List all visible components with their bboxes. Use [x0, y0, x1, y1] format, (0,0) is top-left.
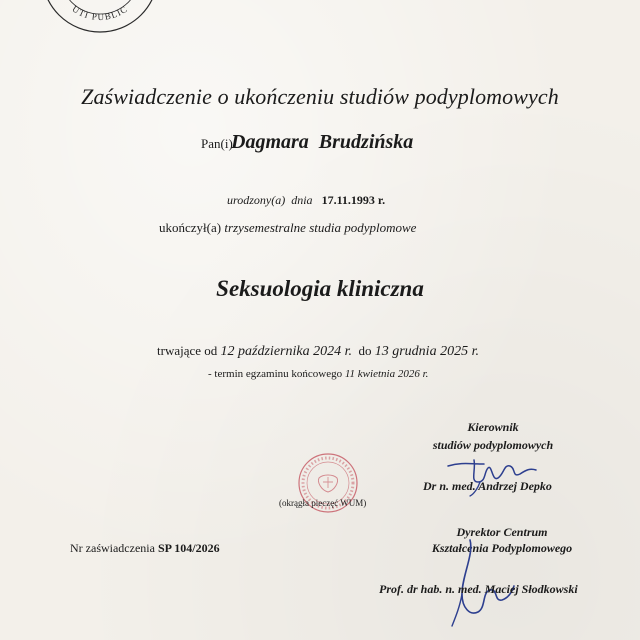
- exam-date: 11 kwietnia 2026 r.: [344, 368, 429, 380]
- recipient-name: [231, 131, 413, 154]
- certificate-number: SP 104/2026: [157, 541, 220, 555]
- signatory2-name: Prof. dr hab. n. med. Maciej Słodkowski: [379, 582, 578, 596]
- exam-label: - termin egzaminu końcowego: [208, 368, 343, 380]
- studies-type: trzysemestralne studia podyplomowe: [224, 220, 417, 235]
- signatory1-role: [428, 418, 558, 454]
- duration-end: 13 grudnia 2025 r.: [374, 344, 479, 359]
- signatory1-role-line2: studiów podyplomowych: [432, 438, 554, 452]
- university-seal: [40, 0, 160, 34]
- birth-date: 17.11.1993 r.: [321, 193, 386, 207]
- certificate-title: Zaświadczenie o ukończeniu studiów podyplomowych: [81, 84, 559, 109]
- exam-line: [208, 368, 428, 380]
- stamp-caption: (okrągła pieczęć WUM): [279, 498, 367, 508]
- seal-text: UTI PUBLIC: [70, 3, 130, 23]
- recipient-last-name: Brudzińska: [318, 131, 414, 153]
- studies-line: [159, 220, 416, 236]
- birth-line: [227, 193, 385, 208]
- birth-label: urodzony(a): [227, 193, 286, 207]
- signatory2-role: [402, 524, 602, 556]
- certificate-number-label: Nr zaświadczenia: [70, 541, 155, 555]
- studies-label: ukończył(a): [159, 220, 222, 235]
- course-name: Seksuologia kliniczna: [216, 276, 424, 301]
- svg-text:UTI PUBLIC: [70, 4, 129, 23]
- recipient-first-name: Dagmara: [231, 131, 309, 153]
- duration-line: [157, 343, 479, 360]
- certificate-number-line: [70, 541, 220, 556]
- signatory2-role-line1: Dyrektor Centrum: [456, 525, 548, 539]
- signatory1-role-line1: Kierownik: [467, 420, 519, 434]
- birth-day-label: dnia: [291, 193, 313, 207]
- signatory1-name: Dr n. med. Andrzej Depko: [423, 479, 552, 493]
- recipient-prefix: Pan(i): [201, 136, 233, 151]
- duration-start: 12 października 2024 r.: [220, 344, 352, 359]
- duration-to: do: [358, 343, 372, 358]
- duration-label: trwające od: [157, 343, 218, 358]
- signatory2-role-line2: Kształcenia Podyplomowego: [431, 541, 573, 555]
